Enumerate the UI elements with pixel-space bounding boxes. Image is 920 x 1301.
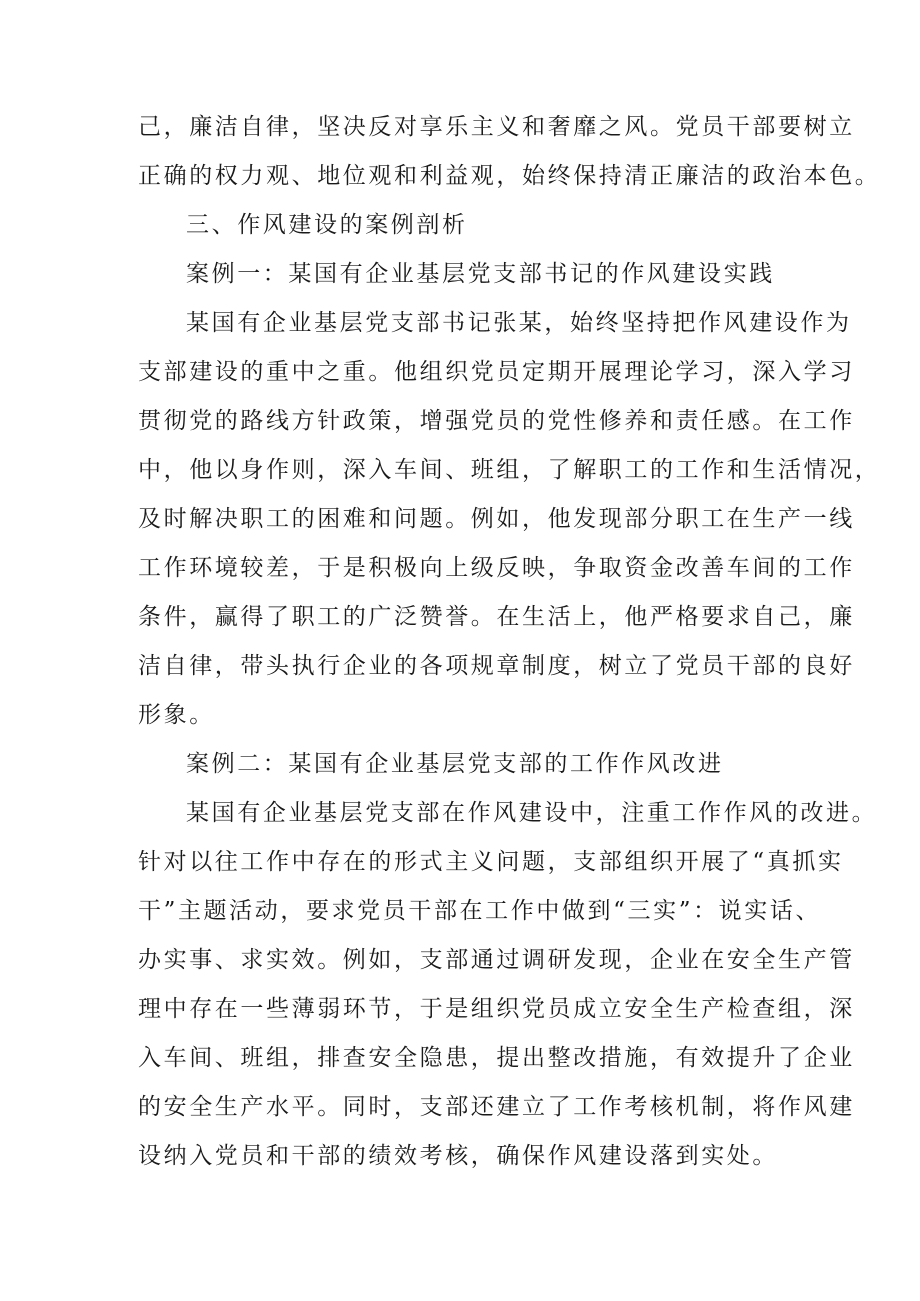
text-line: 入车间、班组，排查安全隐患，提出整改措施，有效提升了企业 — [138, 1045, 855, 1071]
text-line: 支部建设的重中之重。他组织党员定期开展理论学习，深入学习 — [138, 359, 855, 385]
section-heading: 三、作风建设的案例剖析 — [186, 212, 468, 238]
text-line: 及时解决职工的困难和问题。例如，他发现部分职工在生产一线 — [138, 506, 855, 532]
text-line: 己，廉洁自律，坚决反对享乐主义和奢靡之风。党员干部要树立 — [138, 114, 855, 140]
text-line: 形象。 — [138, 702, 215, 728]
text-line: 条件，赢得了职工的广泛赞誉。在生活上，他严格要求自己，廉 — [138, 604, 855, 630]
text-line: 贯彻党的路线方针政策，增强党员的党性修养和责任感。在工作 — [138, 408, 855, 434]
text-line: 中，他以身作则，深入车间、班组，了解职工的工作和生活情况， — [138, 457, 881, 483]
text-line: 工作环境较差，于是积极向上级反映，争取资金改善车间的工作 — [138, 555, 855, 581]
case-heading: 案例一：某国有企业基层党支部书记的作风建设实践 — [186, 261, 775, 287]
case-heading: 案例二：某国有企业基层党支部的工作作风改进 — [186, 751, 724, 777]
text-line: 理中存在一些薄弱环节，于是组织党员成立安全生产检查组，深 — [138, 996, 855, 1022]
text-line: 洁自律，带头执行企业的各项规章制度，树立了党员干部的良好 — [138, 653, 855, 679]
text-line: 的安全生产水平。同时，支部还建立了工作考核机制，将作风建 — [138, 1094, 855, 1120]
text-line: 办实事、求实效。例如，支部通过调研发现，企业在安全生产管 — [138, 947, 855, 973]
text-line: 干”主题活动，要求党员干部在工作中做到“三实”：说实话、 — [138, 898, 822, 924]
text-line: 针对以往工作中存在的形式主义问题，支部组织开展了“真抓实 — [138, 849, 844, 875]
text-line: 正确的权力观、地位观和利益观，始终保持清正廉洁的政治本色。 — [138, 163, 881, 189]
text-line: 某国有企业基层党支部在作风建设中，注重工作作风的改进。 — [186, 800, 878, 826]
text-line: 某国有企业基层党支部书记张某，始终坚持把作风建设作为 — [186, 310, 852, 336]
text-line: 设纳入党员和干部的绩效考核，确保作风建设落到实处。 — [138, 1143, 778, 1169]
